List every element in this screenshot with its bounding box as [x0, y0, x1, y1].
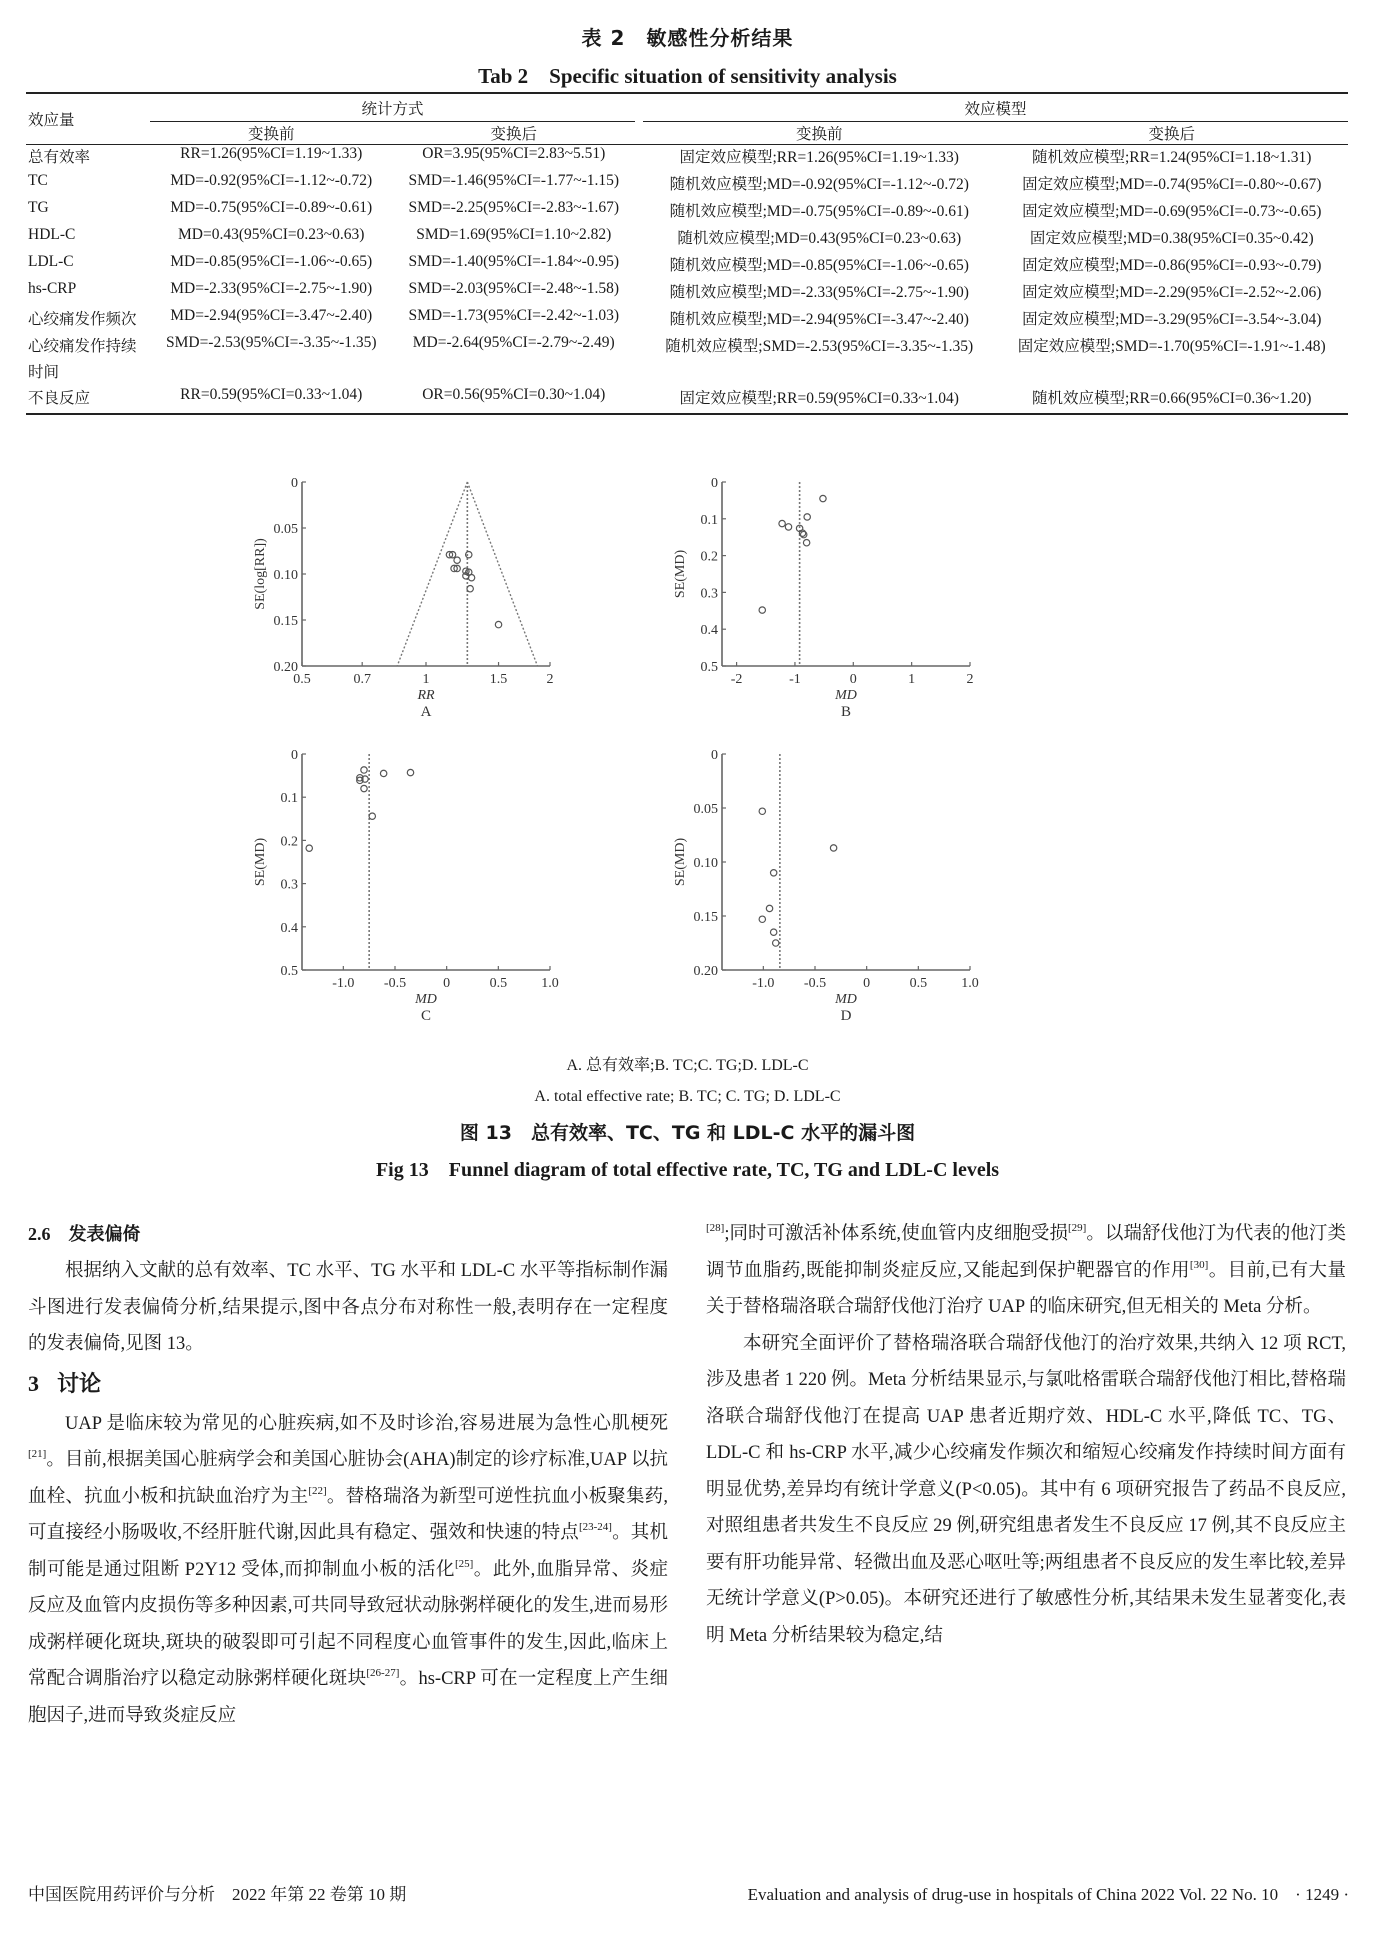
y-axis-label: SE(MD)	[673, 549, 688, 599]
study-point	[454, 557, 460, 563]
y-tick-label: 0.05	[693, 802, 718, 817]
citation: [30]	[1189, 1258, 1209, 1271]
study-point	[770, 870, 776, 876]
y-tick-label: 0.2	[280, 834, 298, 850]
row-label: hs-CRP	[28, 280, 77, 297]
table-row	[26, 307, 1348, 334]
y-tick-label: 0.15	[693, 910, 718, 925]
model-before-cell: 随机效应模型;MD=-0.92(95%CI=-1.12~-0.72)	[669, 176, 969, 193]
study-point	[785, 524, 791, 530]
stat-before-cell: MD=-0.75(95%CI=-0.89~-0.61)	[170, 199, 373, 216]
row-label: 心绞痛发作持续时间	[28, 338, 137, 381]
row-label: 心绞痛发作频次	[28, 311, 137, 328]
figure-title-en: Fig 13 Funnel diagram of total effective rate, TC, TG and LDL-C levels	[375, 1159, 1000, 1181]
row-label: HDL-C	[28, 226, 76, 243]
x-axis-label: MD	[415, 992, 437, 1007]
table-title-en: Tab 2 Specific situation of sensitivity analysis	[478, 64, 897, 88]
y-tick-label: 0.3	[700, 586, 718, 602]
table-title-cn: 表 2 敏感性分析结果	[581, 26, 794, 50]
table-row	[26, 280, 1348, 307]
y-tick-label: 0.2	[700, 549, 718, 565]
table-row	[26, 172, 1348, 199]
section-heading-3: 3 讨论	[28, 1370, 102, 1397]
model-before-cell: 随机效应模型;SMD=-2.53(95%CI=-3.35~-1.35)	[665, 338, 974, 355]
table-row	[26, 386, 1348, 414]
study-point	[830, 845, 836, 851]
panel-label: B	[840, 704, 852, 720]
footer-journal-cn: 中国医院用药评价与分析 2022 年第 22 卷第 10 期	[28, 1885, 407, 1904]
col-header-stat-before: 变换前	[150, 122, 393, 145]
x-tick-label: 1.0	[541, 976, 559, 991]
table-row	[26, 334, 1348, 386]
stat-after-cell: OR=0.56(95%CI=0.30~1.04)	[393, 386, 636, 414]
citation: [29]	[1068, 1222, 1087, 1234]
x-tick-label: 0.5	[489, 976, 508, 991]
figure-legend-en: A. total effective rate; B. TC; C. TG; D. LDL-C	[534, 1088, 841, 1105]
panel-label: D	[840, 1008, 852, 1024]
section-heading-2-6: 2.6 发表偏倚	[28, 1224, 141, 1245]
y-tick-label: 0.3	[280, 877, 298, 893]
x-tick-label: -0.5	[383, 976, 407, 991]
study-point	[306, 845, 312, 851]
study-point	[759, 808, 765, 814]
model-before-cell: 随机效应模型;MD=0.43(95%CI=0.23~0.63)	[677, 230, 962, 247]
stat-after-cell: OR=3.95(95%CI=2.83~5.51)	[422, 145, 606, 162]
y-tick-label: 0	[291, 748, 298, 763]
model-before-cell: 随机效应模型;MD=-2.33(95%CI=-2.75~-1.90)	[669, 284, 969, 301]
model-after-cell: 固定效应模型;MD=-3.29(95%CI=-3.54~-3.04)	[1022, 311, 1322, 328]
x-tick-label: -0.5	[803, 976, 827, 991]
y-tick-label: 0.15	[273, 614, 298, 629]
stat-before-cell: SMD=-2.53(95%CI=-3.35~-1.35)	[165, 334, 377, 351]
x-tick-label: -1.0	[332, 976, 355, 991]
row-label: 不良反应	[26, 386, 150, 414]
study-point	[361, 785, 367, 791]
stat-before-cell: MD=-0.85(95%CI=-1.06~-0.65)	[170, 253, 373, 270]
figure-title-cn: 图 13 总有效率、TC、TG 和 LDL-C 水平的漏斗图	[459, 1122, 916, 1144]
study-point	[773, 940, 779, 946]
x-tick-label: -1.0	[752, 976, 775, 991]
paragraph-publication-bias: 根据纳入文献的总有效率、TC 水平、TG 水平和 LDL-C 水平等指标制作漏斗图进行发表偏倚分析,结果提示,图中各点分布对称性一般,表明存在一定程度的发表偏倚,见图 13。	[28, 1261, 668, 1354]
panel-label: C	[420, 1008, 432, 1024]
col-header-model-after: 变换后	[995, 122, 1348, 145]
y-tick-label: 0	[711, 476, 718, 491]
study-point	[804, 514, 810, 520]
x-tick-label: 0	[443, 976, 451, 991]
sensitivity-table	[26, 92, 1348, 415]
stat-after-cell: SMD=-2.25(95%CI=-2.83~-1.67)	[408, 199, 620, 216]
stat-after-cell: SMD=-1.46(95%CI=-1.77~-1.15)	[408, 172, 620, 189]
y-tick-label: 0	[711, 748, 718, 763]
y-axis-label: SE(MD)	[253, 837, 268, 887]
x-tick-label: 2	[966, 672, 974, 687]
y-tick-label: 0.4	[280, 920, 298, 936]
study-point	[766, 905, 772, 911]
y-tick-label: 0.10	[693, 856, 718, 871]
y-tick-label: 0.10	[273, 568, 298, 583]
study-point	[495, 621, 501, 627]
funnel-plot-b	[660, 468, 1100, 738]
model-before-cell: 随机效应模型;MD=-0.75(95%CI=-0.89~-0.61)	[669, 203, 969, 220]
x-tick-label: 0.5	[293, 672, 311, 687]
study-point	[466, 551, 472, 557]
x-tick-label: 0	[863, 976, 871, 991]
model-after-cell: 固定效应模型;SMD=-1.70(95%CI=-1.91~-1.48)	[1017, 338, 1326, 355]
table-row	[26, 253, 1348, 280]
citation: [28]	[706, 1222, 725, 1234]
y-tick-label: 0.4	[700, 623, 718, 639]
funnel-left-bound	[397, 482, 467, 666]
row-label: TC	[28, 172, 48, 189]
model-before-cell: 固定效应模型;RR=0.59(95%CI=0.33~1.04)	[643, 386, 995, 414]
stat-before-cell: MD=-2.33(95%CI=-2.75~-1.90)	[170, 280, 373, 297]
model-after-cell: 随机效应模型;RR=1.24(95%CI=1.18~1.31)	[1032, 149, 1312, 166]
row-label: 总有效率	[28, 149, 91, 166]
paragraph-discussion-1-cont: [28];同时可激活补体系统,使血管内皮细胞受损[29]。以瑞舒伐他汀为代表的他汀类调节血脂药,既能抑制炎症反应,又能起到保护靶器官的作用[30]。目前,已有大量关于替格瑞洛联合瑞舒伐他汀治疗 UAP 的临床研究,但无相关的 Meta 分析。	[706, 1222, 1346, 1317]
study-point	[380, 770, 386, 776]
model-before-cell: 固定效应模型;RR=1.26(95%CI=1.19~1.33)	[679, 149, 959, 166]
x-tick-label: 1.0	[961, 976, 979, 991]
table-row	[26, 226, 1348, 253]
stat-after-cell: MD=-2.64(95%CI=-2.79~-2.49)	[412, 334, 615, 351]
model-before-cell: 随机效应模型;MD=-2.94(95%CI=-3.47~-2.40)	[669, 311, 969, 328]
stat-before-cell: MD=-2.94(95%CI=-3.47~-2.40)	[170, 307, 373, 324]
citation: [26-27]	[366, 1667, 400, 1679]
y-tick-label: 0.5	[700, 660, 718, 675]
funnel-right-bound	[467, 482, 537, 666]
x-tick-label: 1	[422, 672, 430, 687]
model-after-cell: 随机效应模型;RR=0.66(95%CI=0.36~1.20)	[995, 386, 1348, 414]
x-tick-label: -2	[730, 672, 743, 687]
model-after-cell: 固定效应模型;MD=-0.74(95%CI=-0.80~-0.67)	[1022, 176, 1322, 193]
group-header-model: 效应模型	[643, 93, 1348, 122]
study-point	[820, 495, 826, 501]
panel-label: A	[420, 704, 432, 720]
y-tick-label: 0.05	[273, 522, 298, 537]
study-point	[361, 767, 367, 773]
study-point	[779, 520, 785, 526]
stat-after-cell: SMD=-1.73(95%CI=-2.42~-1.03)	[408, 307, 620, 324]
x-tick-label: 2	[546, 672, 554, 687]
right-column	[706, 1216, 1346, 1654]
x-tick-label: 0.7	[353, 672, 371, 687]
funnel-plot-a	[240, 468, 680, 738]
x-tick-label: 1.5	[489, 672, 508, 687]
study-point	[803, 540, 809, 546]
col-header-stat-after: 变换后	[393, 122, 636, 145]
citation: [25]	[454, 1557, 474, 1570]
y-tick-label: 0.1	[700, 512, 718, 528]
study-point	[759, 607, 765, 613]
study-point	[467, 586, 473, 592]
funnel-plot-d	[660, 740, 1100, 1040]
col-header-model-before: 变换前	[643, 122, 995, 145]
x-axis-label: MD	[835, 688, 857, 703]
stat-before-cell: MD=0.43(95%CI=0.23~0.63)	[178, 226, 365, 243]
row-label: TG	[28, 199, 49, 216]
y-tick-label: 0.1	[280, 791, 298, 807]
table-row	[26, 145, 1348, 173]
x-tick-label: -1	[789, 672, 801, 687]
stat-before-cell: RR=1.26(95%CI=1.19~1.33)	[180, 145, 363, 162]
stat-before-cell: RR=0.59(95%CI=0.33~1.04)	[150, 386, 393, 414]
study-point	[369, 813, 375, 819]
x-axis-label: MD	[835, 992, 857, 1007]
y-tick-label: 0.20	[693, 964, 718, 979]
model-before-cell: 随机效应模型;MD=-0.85(95%CI=-1.06~-0.65)	[669, 257, 969, 274]
stat-after-cell: SMD=-2.03(95%CI=-2.48~-1.58)	[408, 280, 620, 297]
model-after-cell: 固定效应模型;MD=-2.29(95%CI=-2.52~-2.06)	[1022, 284, 1322, 301]
funnel-plot-c	[240, 740, 680, 1040]
y-axis-label: SE(MD)	[673, 837, 688, 887]
x-axis-label: RR	[417, 688, 435, 703]
x-tick-label: 1	[908, 672, 916, 687]
paragraph-discussion-2: 本研究全面评价了替格瑞洛联合瑞舒伐他汀的治疗效果,共纳入 12 项 RCT,涉及患者 1 220 例。Meta 分析结果显示,与氯吡格雷联合瑞舒伐他汀相比,替格瑞洛联合瑞舒伐他汀在提高 UAP 患者近期疗效、HDL-C 水平,降低 TC、TG、LDL-C 和 hs-CRP 水平,减少心绞痛发作频次和缩短心绞痛发作持续时间方面有明显优势,差异均有统计学意义(P<0.05)。其中有 6 项研究报告了药品不良反应,对照组患者共发生不良反应 29 例,研究组患者发生不良反应 17 例,其不良反应主要有肝功能异常、轻微出血及恶心呕吐等;两组患者不良反应的发生率比较,差异无统计学意义(P>0.05)。本研究还进行了敏感性分析,其结果未发生显著变化,表明 Meta 分析结果较为稳定,结	[706, 1333, 1346, 1646]
citation: [23-24]	[578, 1521, 612, 1533]
study-point	[407, 769, 413, 775]
paragraph-discussion-1: UAP 是临床较为常见的心脏疾病,如不及时诊治,容易进展为急性心肌梗死[21]。目前,根据美国心脏病学会和美国心脏协会(AHA)制定的诊疗标准,UAP 以抗血栓、抗血小板和抗缺血治疗为主[22]。替格瑞洛为新型可逆性抗血小板聚集药,可直接经小肠吸收,不经肝脏代谢,因此具有稳定、强效和快速的特点[23-24]。其机制可能是通过阻断 P2Y12 受体,而抑制血小板的活化[25]。此外,血脂异常、炎症反应及血管内皮损伤等多种因素,可共同导致冠状动脉粥样硬化的发生,进而易形成粥样硬化斑块,斑块的破裂即可引起不同程度心血管事件的发生,因此,临床上常配合调脂治疗以稳定动脉粥样硬化斑块[26-27]。hs-CRP 可在一定程度上产生细胞因子,进而导致炎症反应	[28, 1413, 668, 1726]
stat-before-cell: MD=-0.92(95%CI=-1.12~-0.72)	[170, 172, 373, 189]
stat-after-cell: SMD=1.69(95%CI=1.10~2.82)	[416, 226, 612, 243]
figure-legend-cn: A. 总有效率;B. TC;C. TG;D. LDL-C	[566, 1057, 809, 1074]
left-column	[28, 1216, 668, 1734]
study-point	[759, 916, 765, 922]
study-point	[468, 574, 474, 580]
footer-journal-en: Evaluation and analysis of drug-use in hospitals of China 2022 Vol. 22 No. 10 · 1249 ·	[747, 1885, 1349, 1904]
citation: [21]	[28, 1448, 47, 1460]
stat-after-cell: SMD=-1.40(95%CI=-1.84~-0.95)	[408, 253, 620, 270]
citation: [22]	[308, 1484, 327, 1497]
y-tick-label: 0.5	[280, 964, 298, 979]
group-header-stat: 统计方式	[150, 93, 635, 122]
y-tick-label: 0.20	[273, 660, 298, 675]
study-point	[770, 929, 776, 935]
col-header-effect: 效应量	[26, 93, 150, 145]
x-tick-label: 0.5	[909, 976, 928, 991]
model-after-cell: 固定效应模型;MD=0.38(95%CI=0.35~0.42)	[1029, 230, 1314, 247]
model-after-cell: 固定效应模型;MD=-0.86(95%CI=-0.93~-0.79)	[1022, 257, 1322, 274]
y-axis-label: SE(log[RR])	[253, 538, 268, 610]
model-after-cell: 固定效应模型;MD=-0.69(95%CI=-0.73~-0.65)	[1022, 203, 1322, 220]
row-label: LDL-C	[28, 253, 74, 270]
table-row	[26, 199, 1348, 226]
y-tick-label: 0	[291, 476, 298, 491]
x-tick-label: 0	[849, 672, 857, 687]
